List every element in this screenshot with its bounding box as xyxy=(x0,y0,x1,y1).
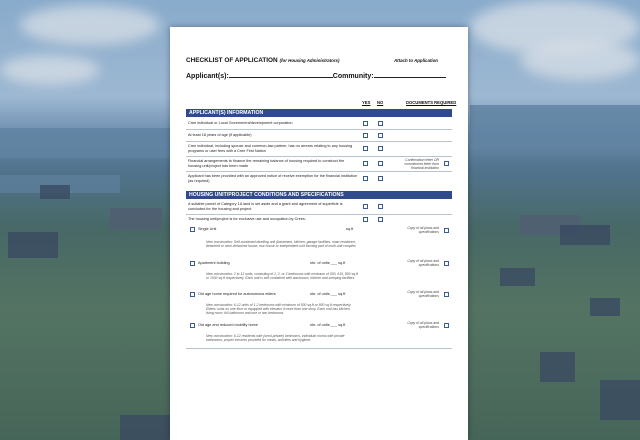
title-subtitle: (for Housing Administrators) xyxy=(279,58,340,63)
community-field[interactable] xyxy=(374,71,446,78)
applicant-label: Applicant(s): xyxy=(186,73,229,80)
applicant-row-3: Cree individual, including spouse and common-law partner, has no arrears relating to any housing programs or user fees with a Cree First Nation xyxy=(188,144,353,153)
housing-row-1: A suitable parcel of Category 1A land is set aside and a grant and agreement of superficie is concluded for the housing and project xyxy=(188,202,343,211)
applicant-row-2: At least 18 years of age (if applicable) xyxy=(188,133,252,137)
reduced-mobility-checkbox[interactable] xyxy=(190,323,195,328)
apartment-desc: New construction: 2 to 12 units, consisting of 1, 2, or 3 bedrooms with minimum of 500, 615, 800 sq.ft or 1000 sq.ft respectively. Each unit is self-contained with washroom, kitchen and sleeping facilities xyxy=(206,272,358,280)
attach-note: Attach to Application xyxy=(394,58,438,63)
old-age-home-units: nbr. of units ___ sq.ft xyxy=(310,292,346,296)
housing-row-2: The housing unit/project is for exclusive use and occupation by Crees: xyxy=(188,217,306,221)
applicant-row-4-no-checkbox[interactable] xyxy=(378,161,383,166)
apartment-units: nbr. of units ___ sq.ft xyxy=(310,261,346,265)
applicant-row-2-yes-checkbox[interactable] xyxy=(363,133,368,138)
reduced-mobility-note: Copy of all plans and specifications xyxy=(407,321,439,329)
applicant-row-1-yes-checkbox[interactable] xyxy=(363,121,368,126)
single-unit-doc-checkbox[interactable] xyxy=(444,228,449,233)
apartment-label: Apartment building xyxy=(198,261,230,265)
housing-row-2-yes-checkbox[interactable] xyxy=(363,217,368,222)
community-label: Community: xyxy=(332,73,374,80)
reduced-mobility-doc-checkbox[interactable] xyxy=(444,323,449,328)
applicant-row-1-no-checkbox[interactable] xyxy=(378,121,383,126)
single-unit-area: sq.ft xyxy=(346,227,354,231)
applicant-row-2-no-checkbox[interactable] xyxy=(378,133,383,138)
reduced-mobility-label: Old age and reduced mobility home xyxy=(198,323,258,327)
applicant-row-5-no-checkbox[interactable] xyxy=(378,176,383,181)
applicant-field[interactable] xyxy=(229,71,333,78)
old-age-home-note: Copy of all plans and specifications xyxy=(407,290,439,298)
old-age-home-desc: New construction: 6-12 units of 1-2 bedrooms with minimum of 500 sq.ft or 800 sq.ft respectively. Elders' units on one floor or equipped with elevator if more than one story. Each unit has kitchen, living room, full bathroom and one or two bedrooms xyxy=(206,303,352,315)
reduced-mobility-units: nbr. of units ___ sq.ft xyxy=(310,323,346,327)
title-main: CHECKLIST OF APPLICATION xyxy=(186,57,278,64)
reduced-mobility-desc: New construction: 6-12 residents with (semi-private) bedrooms, individual rooms with private bathrooms, proper services provided for meals, activities and hygiene. xyxy=(206,334,345,342)
column-yes: YES xyxy=(362,100,371,105)
applicant-row-3-no-checkbox[interactable] xyxy=(378,146,383,151)
single-unit-label: Single Unit xyxy=(198,227,217,231)
housing-row-2-no-checkbox[interactable] xyxy=(378,217,383,222)
applicant-line xyxy=(186,71,446,80)
apartment-checkbox[interactable] xyxy=(190,261,195,266)
old-age-home-doc-checkbox[interactable] xyxy=(444,292,449,297)
single-unit-note: Copy of all plans and specifications xyxy=(407,226,439,234)
applicant-row-1: Cree individual or Local Government/development corporation xyxy=(188,121,293,125)
checklist-document xyxy=(170,27,468,440)
housing-row-1-no-checkbox[interactable] xyxy=(378,204,383,209)
single-unit-checkbox[interactable] xyxy=(190,227,195,232)
housing-row-1-yes-checkbox[interactable] xyxy=(363,204,368,209)
apartment-note: Copy of all plans and specifications xyxy=(407,259,439,267)
column-no: NO xyxy=(377,100,384,105)
apartment-doc-checkbox[interactable] xyxy=(444,261,449,266)
old-age-home-checkbox[interactable] xyxy=(190,292,195,297)
applicant-row-5: Applicant has been provided with an approved notice of receive exemption for the financial institution (as required) xyxy=(188,174,358,183)
confirmation-doc-checkbox[interactable] xyxy=(444,161,449,166)
confirmation-note: Confirmation letter OR commitment letter from financial institution xyxy=(404,158,439,170)
old-age-home-label: Old age home required for autonomous elders xyxy=(198,292,276,296)
applicant-row-3-yes-checkbox[interactable] xyxy=(363,146,368,151)
section-applicant-heading: APPLICANT(S) INFORMATION xyxy=(186,109,452,117)
applicant-row-5-yes-checkbox[interactable] xyxy=(363,176,368,181)
single-unit-desc: New construction: Self-contained dwelling unit (basement, kitchen, garage facilities, main residence, detached or semi-detached house, row house or independent unit forming part of multi-unit complex xyxy=(206,240,357,248)
column-documents: DOCUMENTS REQUIRED xyxy=(406,100,457,105)
applicant-row-4-yes-checkbox[interactable] xyxy=(363,161,368,166)
section-housing-heading: HOUSING UNIT/PROJECT CONDITIONS AND SPECIFICATIONS xyxy=(186,191,452,199)
document-title xyxy=(186,57,339,64)
applicant-row-4: Financial arrangements to finance the remaining balance of housing required to construct the housing unit/project has been made xyxy=(188,159,345,168)
